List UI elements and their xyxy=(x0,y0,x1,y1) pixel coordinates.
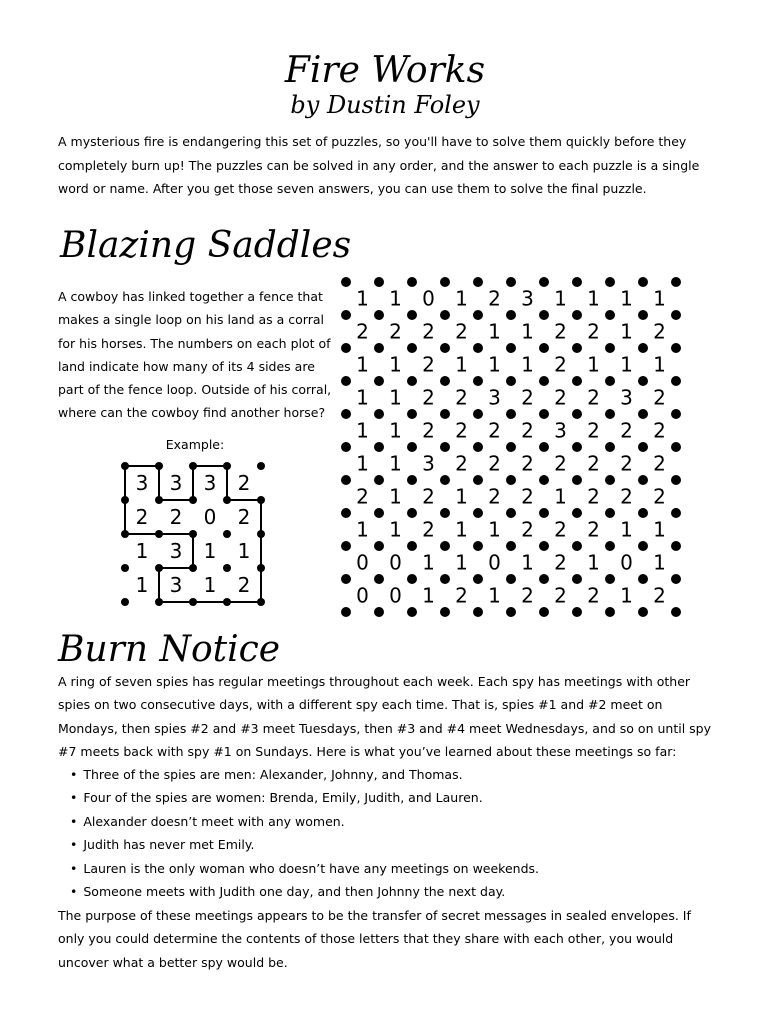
puzzle-clue: 1 xyxy=(455,484,468,509)
puzzle-dot xyxy=(638,508,648,518)
burn-notice-intro: A ring of seven spies has regular meetings throughout each week. Each spy has meetings with other spies on two consecutive days, with a different spy each time. That is, spies #1 and #2 meet on Mondays, then spies #2 and #3 meet Tuesdays, then #3 and #4 meet Wednesdays, and so on until spy #7 meets back with spy #1 on Sundays. Here is what you’ve learned about these meetings so far: xyxy=(58,674,711,760)
puzzle-dot xyxy=(572,508,582,518)
puzzle-clue: 1 xyxy=(455,352,468,377)
example-clue: 1 xyxy=(135,539,149,564)
puzzle-dot xyxy=(638,277,648,287)
puzzle-dot xyxy=(572,310,582,320)
puzzle-clue: 2 xyxy=(356,484,369,509)
puzzle-dot xyxy=(539,475,549,485)
puzzle-dot xyxy=(539,409,549,419)
example-clue: 2 xyxy=(135,505,149,530)
example-clue: 3 xyxy=(169,539,183,564)
puzzle-dot xyxy=(506,574,516,584)
puzzle-dot xyxy=(374,607,384,617)
puzzle-clue: 2 xyxy=(653,385,666,410)
puzzle-clue: 2 xyxy=(455,319,468,344)
example-dot xyxy=(121,462,129,470)
example-dot xyxy=(257,530,265,538)
puzzle-clue: 1 xyxy=(389,385,402,410)
example-dot xyxy=(189,496,197,504)
puzzle-dot xyxy=(638,376,648,386)
puzzle-clue: 2 xyxy=(554,517,567,542)
puzzle-dot xyxy=(473,607,483,617)
puzzle-dot xyxy=(671,343,681,353)
puzzle-dot xyxy=(374,442,384,452)
puzzle-clue: 1 xyxy=(620,319,633,344)
puzzle-dot xyxy=(473,343,483,353)
puzzle-dot xyxy=(539,574,549,584)
puzzle-clue: 2 xyxy=(422,385,435,410)
puzzle-clue: 1 xyxy=(389,286,402,311)
puzzle-dot xyxy=(440,508,450,518)
puzzle-dot xyxy=(341,607,351,617)
puzzle-dot xyxy=(473,376,483,386)
puzzle-dot xyxy=(341,376,351,386)
puzzle-dot xyxy=(341,574,351,584)
puzzle-dot xyxy=(572,574,582,584)
puzzle-clue: 1 xyxy=(521,550,534,575)
example-clue: 2 xyxy=(237,471,251,496)
puzzle-dot xyxy=(440,475,450,485)
puzzle-clue: 2 xyxy=(422,418,435,443)
puzzle-dot xyxy=(341,310,351,320)
puzzle-clue: 2 xyxy=(389,319,402,344)
puzzle-clue: 1 xyxy=(587,352,600,377)
puzzle-clue: 2 xyxy=(620,451,633,476)
puzzle-clue: 0 xyxy=(422,286,435,311)
puzzle-dot xyxy=(605,475,615,485)
puzzle-clue: 2 xyxy=(587,451,600,476)
puzzle-dot xyxy=(605,343,615,353)
example-clue: 3 xyxy=(169,471,183,496)
puzzle-clue: 1 xyxy=(455,550,468,575)
puzzle-dot xyxy=(638,475,648,485)
puzzle-dot xyxy=(506,475,516,485)
example-clue: 3 xyxy=(135,471,149,496)
puzzle-dot xyxy=(440,409,450,419)
clue-item: • Judith has never met Emily. xyxy=(70,833,710,856)
puzzle-dot xyxy=(638,541,648,551)
example-dot xyxy=(223,496,231,504)
puzzle-dot xyxy=(572,376,582,386)
puzzle-dot xyxy=(638,442,648,452)
puzzle-dot xyxy=(572,442,582,452)
example-dot xyxy=(189,598,197,606)
puzzle-dot xyxy=(440,376,450,386)
puzzle-clue: 1 xyxy=(389,484,402,509)
puzzle-clue: 2 xyxy=(620,418,633,443)
puzzle-dot xyxy=(374,310,384,320)
puzzle-dot xyxy=(374,409,384,419)
example-dot xyxy=(189,530,197,538)
puzzle-dot xyxy=(539,343,549,353)
puzzle-clue: 1 xyxy=(554,484,567,509)
puzzle-dot xyxy=(407,442,417,452)
puzzle-clue: 2 xyxy=(521,583,534,608)
puzzle-clue: 1 xyxy=(389,451,402,476)
example-clue: 0 xyxy=(203,505,217,530)
puzzle-dot xyxy=(473,409,483,419)
puzzle-dot xyxy=(638,607,648,617)
puzzle-clue: 2 xyxy=(653,451,666,476)
puzzle-clue: 1 xyxy=(356,451,369,476)
puzzle-dot xyxy=(407,277,417,287)
puzzle-clue: 2 xyxy=(587,484,600,509)
puzzle-clue: 1 xyxy=(620,517,633,542)
puzzle-clue: 2 xyxy=(521,517,534,542)
puzzle-clue: 1 xyxy=(356,517,369,542)
puzzle-clue: 2 xyxy=(422,517,435,542)
example-grid xyxy=(110,452,280,612)
puzzle-dot xyxy=(374,277,384,287)
puzzle-clue: 1 xyxy=(587,286,600,311)
puzzle-clue: 1 xyxy=(488,517,501,542)
puzzle-dot xyxy=(506,607,516,617)
puzzle-dot xyxy=(473,475,483,485)
puzzle-dot xyxy=(638,343,648,353)
puzzle-dot xyxy=(473,574,483,584)
puzzle-clue: 2 xyxy=(455,583,468,608)
puzzle-clue: 2 xyxy=(488,484,501,509)
puzzle-dot xyxy=(506,310,516,320)
example-dot xyxy=(257,564,265,572)
puzzle-dot xyxy=(605,508,615,518)
puzzle-clue: 0 xyxy=(488,550,501,575)
example-label: Example: xyxy=(165,437,225,452)
puzzle-dot xyxy=(407,574,417,584)
puzzle-dot xyxy=(473,277,483,287)
puzzle-dot xyxy=(473,541,483,551)
example-dot xyxy=(189,564,197,572)
puzzle-grid xyxy=(334,270,714,620)
puzzle-dot xyxy=(506,442,516,452)
puzzle-dot xyxy=(572,409,582,419)
puzzle-dot xyxy=(671,442,681,452)
puzzle-dot xyxy=(605,574,615,584)
puzzle-clue: 1 xyxy=(488,319,501,344)
puzzle-clue: 2 xyxy=(587,319,600,344)
example-dot xyxy=(121,530,129,538)
puzzle-clue: 3 xyxy=(521,286,534,311)
puzzle-clue: 3 xyxy=(488,385,501,410)
puzzle-clue: 2 xyxy=(521,484,534,509)
puzzle-dot xyxy=(605,541,615,551)
puzzle-clue: 2 xyxy=(422,352,435,377)
example-clue: 3 xyxy=(169,573,183,598)
clue-list xyxy=(70,763,710,903)
puzzle-dot xyxy=(638,409,648,419)
example-clue: 1 xyxy=(203,573,217,598)
puzzle-clue: 2 xyxy=(554,583,567,608)
puzzle-dot xyxy=(374,343,384,353)
puzzle-clue: 1 xyxy=(356,418,369,443)
example-dot xyxy=(155,564,163,572)
puzzle-clue: 2 xyxy=(422,484,435,509)
clue-item: • Three of the spies are men: Alexander, Johnny, and Thomas. xyxy=(70,763,710,786)
puzzle-dot xyxy=(605,409,615,419)
puzzle-dot xyxy=(572,475,582,485)
example-dot xyxy=(257,462,265,470)
puzzle-dot xyxy=(506,277,516,287)
puzzle-dot xyxy=(407,607,417,617)
puzzle-dot xyxy=(506,376,516,386)
puzzle-dot xyxy=(671,310,681,320)
puzzle-dot xyxy=(539,376,549,386)
puzzle-dot xyxy=(374,508,384,518)
puzzle-dot xyxy=(374,541,384,551)
puzzle-clue: 2 xyxy=(554,550,567,575)
puzzle-dot xyxy=(671,475,681,485)
puzzle-dot xyxy=(440,442,450,452)
example-dot xyxy=(155,462,163,470)
puzzle-clue: 0 xyxy=(620,550,633,575)
example-dot xyxy=(257,496,265,504)
puzzle-clue: 2 xyxy=(521,385,534,410)
puzzle-clue: 1 xyxy=(488,583,501,608)
puzzle-dot xyxy=(506,343,516,353)
puzzle-clue: 1 xyxy=(356,352,369,377)
puzzle-clue: 2 xyxy=(620,484,633,509)
puzzle-dot xyxy=(440,541,450,551)
puzzle-clue: 1 xyxy=(389,517,402,542)
puzzle-clue: 2 xyxy=(653,319,666,344)
puzzle-clue: 2 xyxy=(488,418,501,443)
example-clue: 2 xyxy=(169,505,183,530)
puzzle-dot xyxy=(671,409,681,419)
example-dot xyxy=(223,598,231,606)
puzzle-dot xyxy=(440,607,450,617)
example-clue: 1 xyxy=(135,573,149,598)
puzzle-clue: 3 xyxy=(620,385,633,410)
puzzle-dot xyxy=(440,310,450,320)
puzzle-clue: 1 xyxy=(653,550,666,575)
puzzle-clue: 2 xyxy=(521,418,534,443)
puzzle-dot xyxy=(407,310,417,320)
clue-item: • Lauren is the only woman who doesn’t have any meetings on weekends. xyxy=(70,857,710,880)
puzzle-clue: 1 xyxy=(356,286,369,311)
puzzle-clue: 1 xyxy=(653,286,666,311)
puzzle-clue: 2 xyxy=(356,319,369,344)
puzzle-dot xyxy=(539,508,549,518)
puzzle-clue: 2 xyxy=(653,484,666,509)
puzzle-clue: 0 xyxy=(356,583,369,608)
puzzle-dot xyxy=(506,541,516,551)
puzzle-dot xyxy=(572,343,582,353)
page-byline: by Dustin Foley xyxy=(290,91,480,119)
example-clue: 1 xyxy=(203,539,217,564)
puzzle-clue: 1 xyxy=(455,517,468,542)
puzzle-dot xyxy=(605,442,615,452)
puzzle-dot xyxy=(539,607,549,617)
burn-notice-outro: The purpose of these meetings appears to be the transfer of secret messages in sealed envelopes. If only you could determine the contents of those letters that they share with each other, you would uncover what a better spy would be. xyxy=(58,908,691,970)
puzzle-dot xyxy=(473,310,483,320)
example-dot xyxy=(189,462,197,470)
burn-notice-heading: Burn Notice xyxy=(58,629,281,670)
puzzle-dot xyxy=(671,541,681,551)
example-dot xyxy=(121,496,129,504)
puzzle-clue: 1 xyxy=(521,319,534,344)
puzzle-clue: 0 xyxy=(389,583,402,608)
example-clue: 2 xyxy=(237,573,251,598)
puzzle-dot xyxy=(440,343,450,353)
example-dot xyxy=(155,496,163,504)
puzzle-dot xyxy=(671,508,681,518)
puzzle-clue: 1 xyxy=(356,385,369,410)
puzzle-clue: 2 xyxy=(554,385,567,410)
puzzle-clue: 2 xyxy=(422,319,435,344)
puzzle-clue: 2 xyxy=(587,385,600,410)
puzzle-dot xyxy=(506,508,516,518)
blazing-saddles-heading: Blazing Saddles xyxy=(60,225,352,266)
clue-item: • Alexander doesn’t meet with any women. xyxy=(70,810,710,833)
example-dot xyxy=(223,462,231,470)
puzzle-dot xyxy=(374,475,384,485)
puzzle-clue: 1 xyxy=(488,352,501,377)
puzzle-clue: 0 xyxy=(356,550,369,575)
puzzle-dot xyxy=(572,607,582,617)
puzzle-dot xyxy=(506,409,516,419)
puzzle-clue: 1 xyxy=(389,352,402,377)
page-title: Fire Works xyxy=(284,50,486,91)
puzzle-dot xyxy=(407,409,417,419)
puzzle-dot xyxy=(407,508,417,518)
puzzle-clue: 1 xyxy=(587,550,600,575)
puzzle-dot xyxy=(572,277,582,287)
puzzle-dot xyxy=(605,277,615,287)
blazing-saddles-text: A cowboy has linked together a fence that makes a single loop on his land as a corral for his horses. The numbers on each plot of land indicate how many of its 4 sides are part of the fence loop. Outside of his corral, where can the cowboy find another horse? xyxy=(58,289,332,421)
puzzle-clue: 1 xyxy=(455,286,468,311)
puzzle-dot xyxy=(605,376,615,386)
puzzle-dot xyxy=(539,541,549,551)
example-dot xyxy=(155,530,163,538)
puzzle-clue: 2 xyxy=(488,286,501,311)
puzzle-dot xyxy=(671,277,681,287)
puzzle-dot xyxy=(605,607,615,617)
intro-paragraph: A mysterious fire is endangering this set of puzzles, so you'll have to solve them quickly before they completely burn up! The puzzles can be solved in any order, and the answer to each puzzle is a single word or name. After you get those seven answers, you can use them to solve the final puzzle. xyxy=(58,134,700,196)
puzzle-clue: 2 xyxy=(488,451,501,476)
puzzle-dot xyxy=(374,376,384,386)
puzzle-dot xyxy=(638,574,648,584)
puzzle-clue: 1 xyxy=(521,352,534,377)
puzzle-clue: 1 xyxy=(653,352,666,377)
puzzle-clue: 2 xyxy=(521,451,534,476)
puzzle-dot xyxy=(638,310,648,320)
example-clue: 3 xyxy=(203,471,217,496)
puzzle-clue: 3 xyxy=(554,418,567,443)
example-clue: 2 xyxy=(237,505,251,530)
puzzle-dot xyxy=(539,310,549,320)
puzzle-clue: 2 xyxy=(554,352,567,377)
example-dot xyxy=(155,598,163,606)
puzzle-dot xyxy=(572,541,582,551)
puzzle-clue: 1 xyxy=(620,352,633,377)
puzzle-clue: 3 xyxy=(422,451,435,476)
puzzle-dot xyxy=(341,541,351,551)
example-dot xyxy=(223,564,231,572)
puzzle-dot xyxy=(374,574,384,584)
example-dot xyxy=(257,598,265,606)
puzzle-clue: 1 xyxy=(422,550,435,575)
puzzle-clue: 2 xyxy=(554,451,567,476)
puzzle-dot xyxy=(671,376,681,386)
example-dot xyxy=(121,598,129,606)
puzzle-dot xyxy=(440,574,450,584)
puzzle-dot xyxy=(407,475,417,485)
puzzle-clue: 2 xyxy=(587,517,600,542)
example-dot xyxy=(223,530,231,538)
puzzle-clue: 1 xyxy=(620,286,633,311)
puzzle-dot xyxy=(407,376,417,386)
puzzle-dot xyxy=(407,541,417,551)
puzzle-dot xyxy=(341,343,351,353)
puzzle-dot xyxy=(407,343,417,353)
puzzle-clue: 2 xyxy=(455,418,468,443)
puzzle-clue: 2 xyxy=(587,418,600,443)
puzzle-dot xyxy=(341,409,351,419)
puzzle-dot xyxy=(671,574,681,584)
puzzle-dot xyxy=(605,310,615,320)
puzzle-clue: 2 xyxy=(455,451,468,476)
puzzle-clue: 2 xyxy=(455,385,468,410)
puzzle-clue: 2 xyxy=(653,418,666,443)
puzzle-dot xyxy=(341,475,351,485)
clue-item: • Someone meets with Judith one day, and then Johnny the next day. xyxy=(70,880,710,903)
puzzle-dot xyxy=(473,508,483,518)
puzzle-dot xyxy=(440,277,450,287)
puzzle-clue: 2 xyxy=(587,583,600,608)
puzzle-clue: 1 xyxy=(389,418,402,443)
puzzle-clue: 1 xyxy=(653,517,666,542)
puzzle-clue: 1 xyxy=(422,583,435,608)
puzzle-clue: 0 xyxy=(389,550,402,575)
clue-item: • Four of the spies are women: Brenda, Emily, Judith, and Lauren. xyxy=(70,786,710,809)
puzzle-dot xyxy=(341,277,351,287)
puzzle-clue: 2 xyxy=(653,583,666,608)
puzzle-dot xyxy=(539,277,549,287)
puzzle-dot xyxy=(341,442,351,452)
puzzle-clue: 2 xyxy=(554,319,567,344)
puzzle-dot xyxy=(671,607,681,617)
puzzle-clue: 1 xyxy=(554,286,567,311)
example-clue: 1 xyxy=(237,539,251,564)
puzzle-dot xyxy=(473,442,483,452)
puzzle-dot xyxy=(539,442,549,452)
example-dot xyxy=(121,564,129,572)
puzzle-dot xyxy=(341,508,351,518)
puzzle-clue: 1 xyxy=(620,583,633,608)
